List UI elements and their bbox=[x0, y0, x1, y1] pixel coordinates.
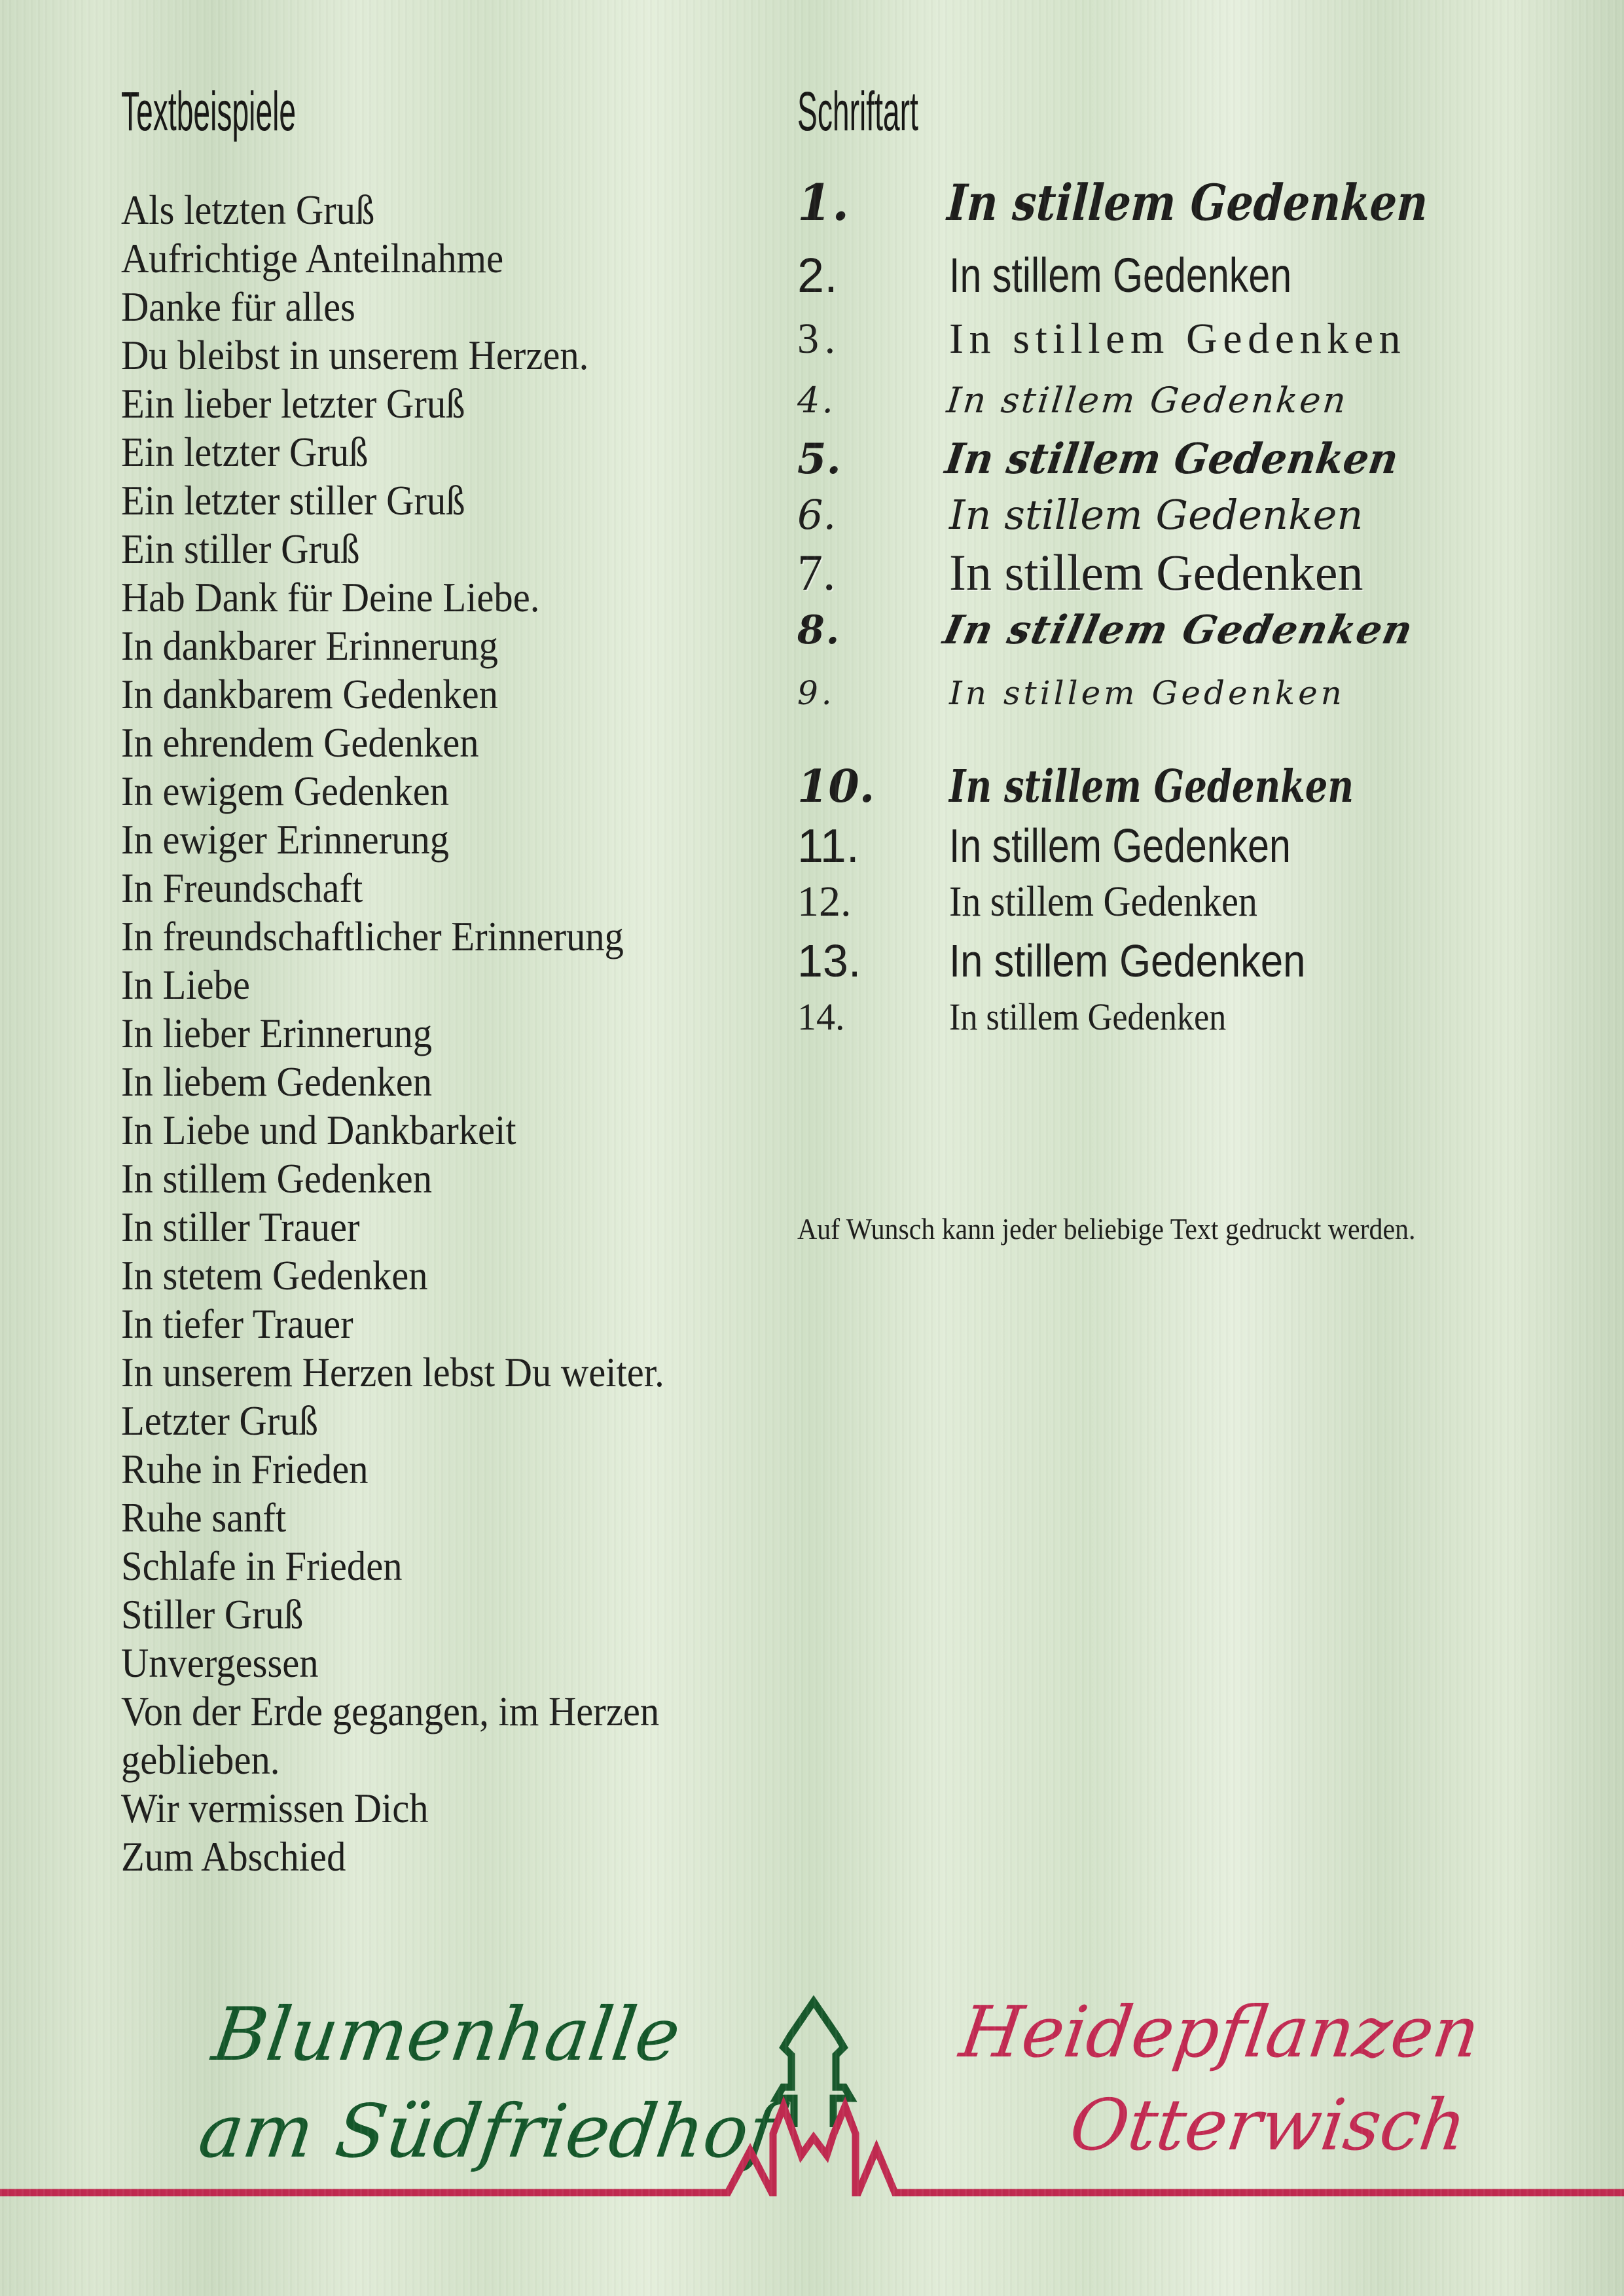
sample-number: 2. bbox=[797, 248, 838, 302]
text-example: Du bleibst in unserem Herzen. bbox=[121, 332, 589, 378]
sample-number: 7. bbox=[797, 544, 836, 601]
text-example: Schlafe in Frieden bbox=[121, 1543, 403, 1589]
text-example: Von der Erde gegangen, im Herzen geblieben. bbox=[121, 1689, 660, 1783]
text-example: In liebem Gedenken bbox=[121, 1059, 433, 1105]
sample-text: In stillem Gedenken bbox=[945, 173, 1430, 232]
text-example: Aufrichtige Anteilnahme bbox=[121, 236, 504, 281]
logo-right-line2: Otterwisch bbox=[1064, 2085, 1471, 2166]
text-example: In unserem Herzen lebst Du weiter. bbox=[121, 1350, 664, 1395]
sample-text: In stillem Gedenken bbox=[949, 315, 1407, 363]
sample-number: 8. bbox=[797, 607, 841, 653]
sample-number: 6. bbox=[797, 491, 837, 539]
text-example: In ehrendem Gedenken bbox=[121, 720, 479, 766]
text-example: Ein letzter stiller Gruß bbox=[121, 478, 465, 524]
sample-text: In stillem Gedenken bbox=[939, 607, 1418, 653]
text-example: In Liebe und Dankbarkeit bbox=[121, 1107, 516, 1153]
sample-number: 14. bbox=[797, 996, 845, 1038]
text-example: Ruhe in Frieden bbox=[121, 1446, 369, 1492]
text-example: Letzter Gruß bbox=[121, 1398, 318, 1444]
sample-number: 3. bbox=[797, 315, 841, 363]
text-example: Stiller Gruß bbox=[121, 1592, 304, 1638]
logo-left-line2: am Südfriedhof bbox=[194, 2089, 782, 2174]
sample-text: In stillem Gedenken bbox=[942, 435, 1401, 484]
text-example: In tiefer Trauer bbox=[121, 1301, 353, 1347]
text-example: Hab Dank für Deine Liebe. bbox=[121, 575, 540, 620]
church-silhouette-icon bbox=[0, 1983, 1624, 2209]
text-examples-list bbox=[121, 186, 832, 1881]
sample-text: In stillem Gedenken bbox=[949, 674, 1345, 712]
text-example: In Freundschaft bbox=[121, 865, 363, 911]
text-example: Wir vermissen Dich bbox=[121, 1785, 429, 1831]
text-example: Als letzten Gruß bbox=[121, 187, 375, 233]
logo-right-line1: Heidepflanzen bbox=[955, 1992, 1485, 2073]
sample-number: 13. bbox=[797, 935, 861, 986]
text-example: Zum Abschied bbox=[121, 1834, 346, 1880]
sample-number: 10. bbox=[797, 761, 875, 813]
sample-number: 4. bbox=[797, 380, 836, 421]
logo-left-line1: Blumenhalle bbox=[208, 1992, 686, 2077]
sample-text: In stillem Gedenken bbox=[949, 544, 1363, 601]
text-example: In dankbarer Erinnerung bbox=[121, 623, 498, 669]
sample-number: 11. bbox=[797, 820, 859, 872]
sample-text: In stillem Gedenken bbox=[949, 820, 1291, 872]
sample-number: 1. bbox=[797, 173, 850, 232]
sample-number: 9. bbox=[797, 674, 835, 712]
text-example: In ewiger Erinnerung bbox=[121, 817, 450, 863]
text-example: Danke für alles bbox=[121, 284, 355, 330]
text-example: Ruhe sanft bbox=[121, 1495, 287, 1541]
text-example: In dankbarem Gedenken bbox=[121, 672, 498, 717]
custom-text-note: Auf Wunsch kann jeder beliebige Text gedruckt werden. bbox=[797, 1213, 1416, 1246]
text-example: Unvergessen bbox=[121, 1640, 319, 1686]
left-column-heading: Textbeispiele bbox=[121, 81, 297, 142]
sample-text: In stillem Gedenken bbox=[949, 761, 1354, 813]
sample-text: In stillem Gedenken bbox=[945, 380, 1350, 421]
text-example: Ein stiller Gruß bbox=[121, 526, 360, 572]
sample-text: In stillem Gedenken bbox=[949, 996, 1227, 1038]
sample-text: In stillem Gedenken bbox=[949, 878, 1257, 925]
sample-text: In stillem Gedenken bbox=[949, 491, 1363, 539]
skyline-and-rule-red bbox=[0, 2106, 1624, 2193]
text-example: In lieber Erinnerung bbox=[121, 1011, 433, 1056]
text-example: In Liebe bbox=[121, 962, 250, 1008]
sample-text: In stillem Gedenken bbox=[949, 248, 1292, 302]
text-example: In stetem Gedenken bbox=[121, 1253, 428, 1299]
text-example: Ein letzter Gruß bbox=[121, 429, 369, 475]
text-example: In ewigem Gedenken bbox=[121, 768, 450, 814]
sample-number: 12. bbox=[797, 878, 852, 925]
text-example: Ein lieber letzter Gruß bbox=[121, 381, 465, 427]
text-example: In stiller Trauer bbox=[121, 1204, 360, 1250]
text-example: In freundschaftlicher Erinnerung bbox=[121, 914, 624, 960]
text-example: In stillem Gedenken bbox=[121, 1156, 433, 1202]
sample-text: In stillem Gedenken bbox=[949, 935, 1306, 986]
right-column-heading: Schriftart bbox=[797, 81, 918, 142]
sample-number: 5. bbox=[797, 435, 841, 484]
